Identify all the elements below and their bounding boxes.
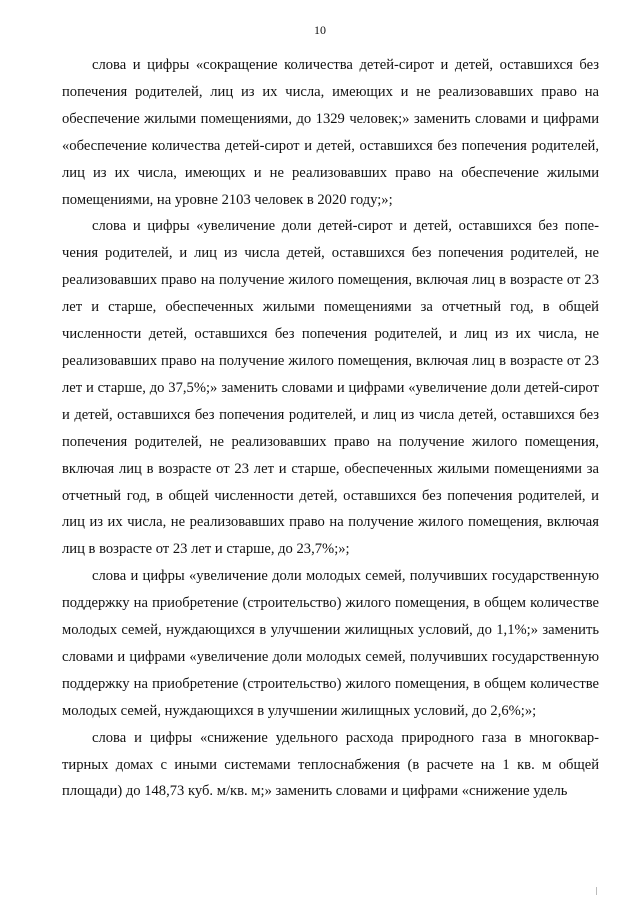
paragraph-young-families: слова и цифры «увеличение доли молодых семей, получивших государственную поддержку на приобретение (строительство) жилого помещения, в общем количестве молодых семей, нуждающихся в улучшении жилищных условий, до 1,1%;» заменить словами и цифрами «увеличение доли молодых семей, получивших государственную поддержку на приобретение (строительство) жилого помещения, в общем количестве молодых семей, нуждающихся в улучшении жилищных условий, до 2,6%;»; [62,568,599,719]
paragraph-orphans-share: слова и цифры «увеличение доли детей-сирот и детей, оставшихся без попечения родителей, и лиц из числа детей, оставшихся без попечения родителей, не реализовавших право на получение жилого помещения, включая лиц в возрасте от 23 лет и старше, обеспеченных жилыми помещениями за отчетный год, в общей численности детей, оставшихся без попечения родителей, и лиц из их числа, не реализовавших право на получение жилого помещения, включая лиц в возрасте от 23 лет и старше, до 37,5%;» заменить словами и цифрами «увеличение доли детей-сирот и детей, оставшихся без попечения родителей, и лиц из числа детей, оставшихся без попечения родителей, не реализовавших право на получение жилого помещения, включая лиц в возрасте от 23 лет и старше, обеспеченных жилыми помещениями за отчетный год, в общей численности детей, оставшихся без попечения родителей, и лиц из их числа, не реализовавших право на получение жилого помещения, включая лиц в возрасте от 23 лет и старше, до 23,7%;»; [62,218,599,558]
paragraph-orphans-count: слова и цифры «сокращение количества детей-сирот и детей, оставшихся без попечения родителей, лиц из их числа, имеющих и не реализовавших право на обеспечение жилыми помещениями, до 1329 человек;» заменить словами и цифрами «обеспечение количества детей-сирот и детей, оставшихся без попечения родителей, лиц из их числа, имеющих и не реализовавших право на обеспечение жилыми помещениями, на уровне 2103 человек в 2020 году;»; [62,57,599,208]
document-body [62,52,599,805]
paragraph-gas-consumption: слова и цифры «снижение удельного расхода природного газа в многоквартирных домах с иными системами теплоснабжения (в расчете на 1 кв. м общей площади) до 148,73 куб. м/кв. м;» заменить словами и цифрами «снижение удель [62,729,599,800]
scan-mark [596,887,597,895]
page-number: 10 [314,23,326,37]
